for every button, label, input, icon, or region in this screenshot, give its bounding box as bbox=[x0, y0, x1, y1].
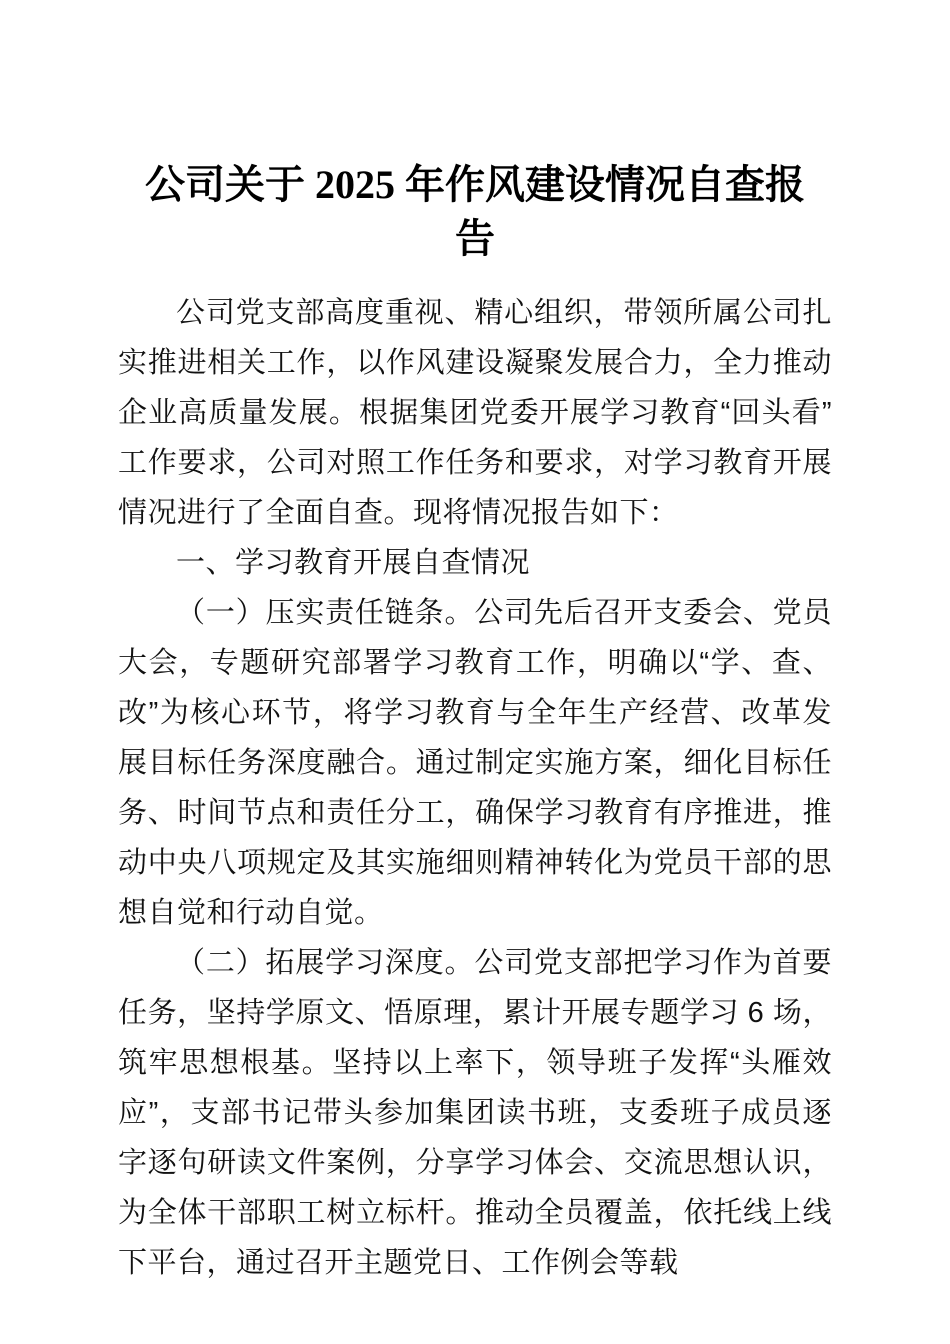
document-body bbox=[118, 288, 832, 1288]
paragraph-intro: 公司党支部高度重视、精心组织，带领所属公司扎实推进相关工作，以作风建设凝聚发展合力，全力推动企业高质量发展。根据集团党委开展学习教育“回头看”工作要求，公司对照工作任务和要求，对学习教育开展情况进行了全面自查。现将情况报告如下： bbox=[118, 297, 832, 529]
paragraph-section-1: （一）压实责任链条。公司先后召开支委会、党员大会，专题研究部署学习教育工作，明确以“学、查、改”为核心环节，将学习教育与全年生产经营、改革发展目标任务深度融合。通过制定实施方案，细化目标任务、时间节点和责任分工，确保学习教育有序推进，推动中央八项规定及其实施细则精神转化为党员干部的思想自觉和行动自觉。 bbox=[118, 597, 832, 929]
paragraph-section-2: （二）拓展学习深度。公司党支部把学习作为首要任务，坚持学原文、悟原理，累计开展专题学习 6 场，筑牢思想根基。坚持以上率下，领导班子发挥“头雁效应”，支部书记带头参加集团读书班，支委班子成员逐字逐句研读文件案例，分享学习体会、交流思想认识，为全体干部职工树立标杆。推动全员覆盖，依托线上线下平台，通过召开主题党日、工作例会等载 bbox=[118, 947, 832, 1279]
document-title: 公司关于 2025 年作风建设情况自查报告 bbox=[145, 162, 805, 261]
section-heading: 一、学习教育开展自查情况 bbox=[176, 547, 531, 579]
